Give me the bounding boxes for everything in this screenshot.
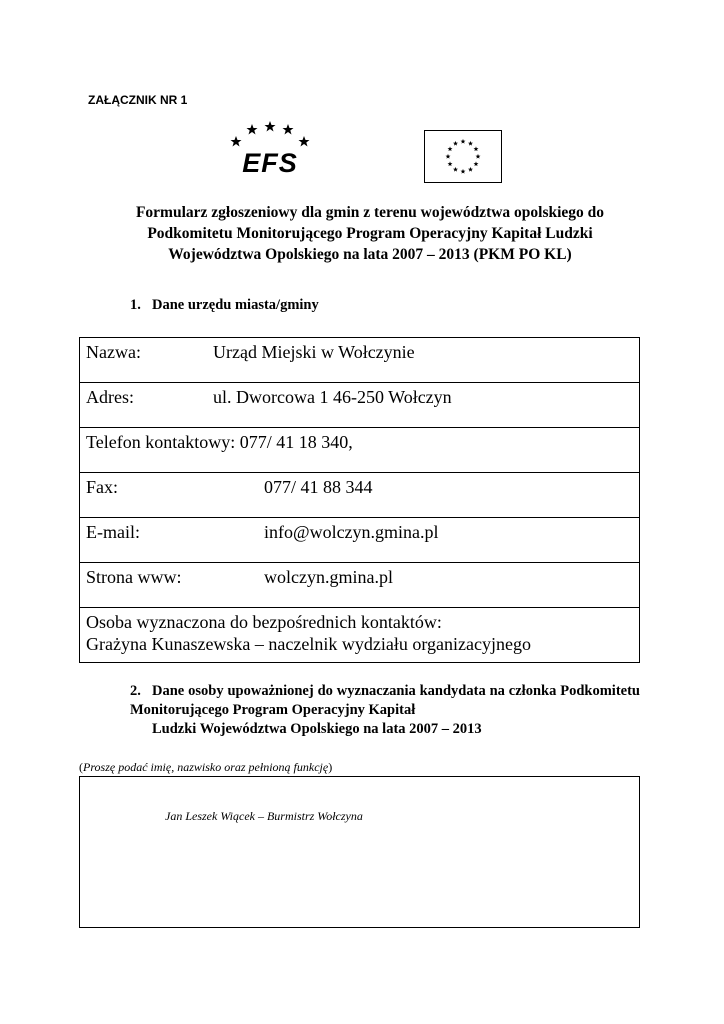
contact-label: Osoba wyznaczona do bezpośrednich kontaktów:	[86, 612, 442, 632]
row-value: 077/ 41 88 344	[264, 477, 373, 497]
form-title	[90, 202, 650, 265]
office-data-table	[79, 337, 640, 663]
instruction-note: (Proszę podać imię, nazwisko oraz pełnioną funkcję)	[79, 760, 333, 774]
annex-label: ZAŁĄCZNIK NR 1	[88, 93, 188, 107]
row-value: 077/ 41 18 340,	[239, 432, 353, 452]
section-1-heading	[130, 297, 319, 314]
row-label: Strona www:	[86, 567, 182, 587]
section-number: 1.	[130, 297, 141, 313]
section-title: Dane osoby upoważnionej do wyznaczania kandydata na członka Podkomitetu Monitorującego Program Operacyjny Kapitał	[130, 683, 640, 718]
table-row-contact	[80, 608, 640, 663]
title-line: Podkomitetu Monitorującego Program Operacyjny Kapitał Ludzki	[147, 225, 593, 242]
table-row	[80, 383, 640, 428]
row-value: Urząd Miejski w Wołczynie	[213, 342, 415, 362]
eu-flag-icon	[424, 130, 502, 183]
table-row	[80, 428, 640, 473]
row-value: wolczyn.gmina.pl	[264, 567, 393, 587]
efs-star-2	[247, 124, 258, 135]
instruction-text: Proszę podać imię, nazwisko oraz pełnioną funkcję	[83, 760, 329, 774]
table-row	[80, 473, 640, 518]
contact-value: Grażyna Kunaszewska – naczelnik wydziału organizacyjnego	[86, 634, 531, 654]
efs-star-1	[231, 136, 242, 147]
section-title-cont: Ludzki Województwa Opolskiego na lata 2007 – 2013	[152, 721, 482, 737]
table-row	[80, 563, 640, 608]
row-label: Adres:	[86, 387, 134, 407]
row-label: Fax:	[86, 477, 119, 497]
row-value: ul. Dworcowa 1 46-250 Wołczyn	[213, 387, 452, 407]
row-label: Telefon kontaktowy:	[86, 432, 236, 452]
efs-logo	[228, 120, 312, 176]
authorized-person: Jan Leszek Wiącek – Burmistrz Wołczyna	[165, 809, 363, 823]
section-title: Dane urzędu miasta/gminy	[152, 297, 319, 313]
efs-star-4	[283, 124, 294, 135]
title-line: Formularz zgłoszeniowy dla gmin z terenu województwa opolskiego do	[135, 204, 605, 221]
efs-star-5	[299, 136, 310, 147]
section-number: 2.	[130, 683, 141, 699]
row-label: Nazwa:	[86, 342, 141, 362]
table-row	[80, 518, 640, 563]
efs-text: EFS	[242, 148, 298, 176]
table-row	[80, 338, 640, 383]
title-line: Województwa Opolskiego na lata 2007 – 2013 (PKM PO KL)	[168, 246, 572, 263]
row-label: E-mail:	[86, 522, 140, 542]
efs-star-3	[265, 121, 276, 132]
authorized-person-field	[79, 776, 640, 928]
section-2-heading	[130, 682, 640, 739]
row-value: info@wolczyn.gmina.pl	[264, 522, 439, 542]
